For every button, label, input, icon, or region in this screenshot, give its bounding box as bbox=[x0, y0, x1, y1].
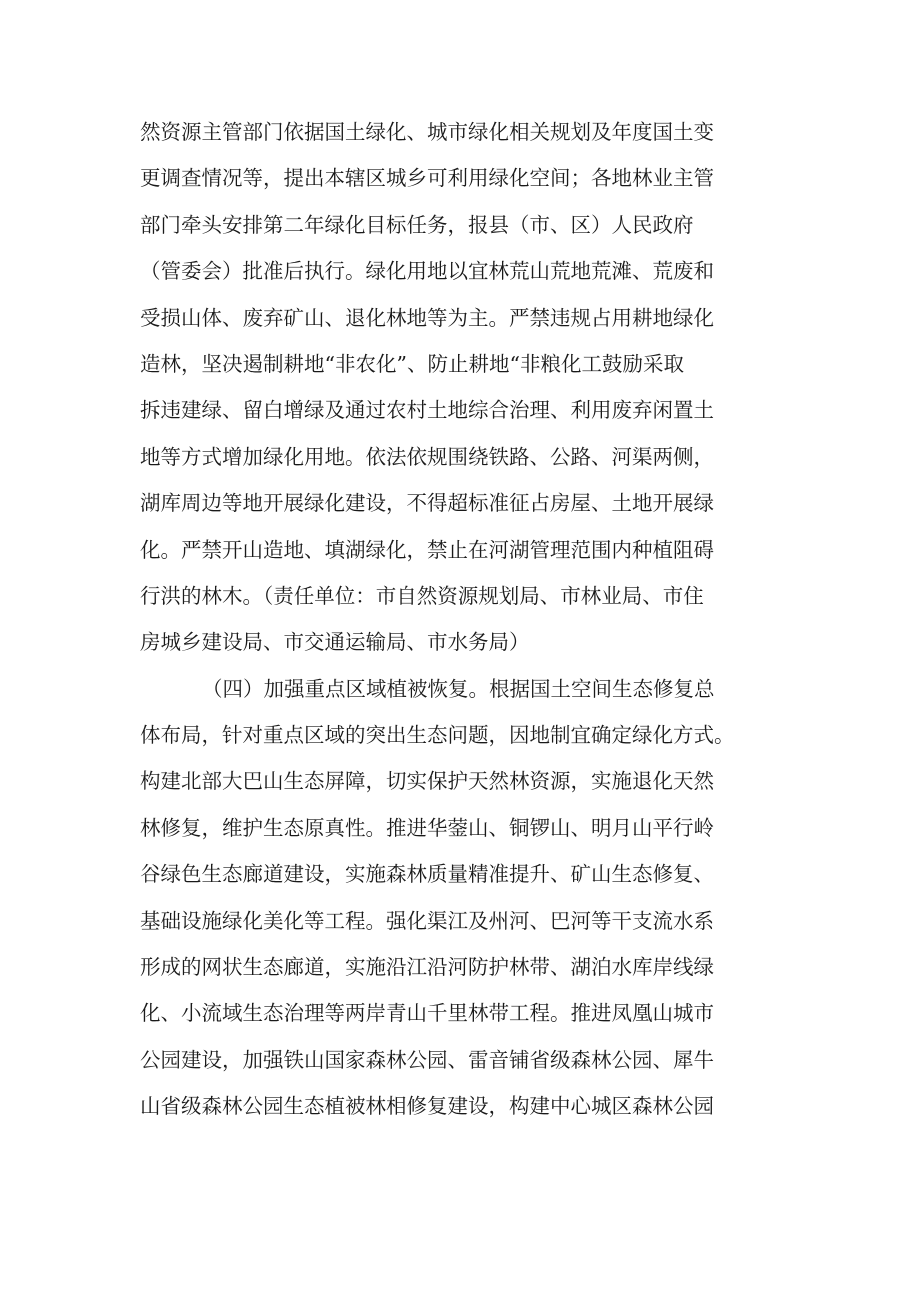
text-line: 形成的网状生态廊道，实施沿江沿河防护林带、湖泊水库岸线绿 bbox=[140, 955, 714, 980]
text-line: 基础设施绿化美化等工程。强化渠江及州河、巴河等干支流水系 bbox=[140, 908, 714, 933]
text-line: 化、小流域生态治理等两岸青山千里林带工程。推进凤凰山城市 bbox=[140, 1001, 714, 1026]
text-line: 体布局，针对重点区域的突出生态问题，因地制宜确定绿化方式。 bbox=[140, 723, 735, 748]
text-line: 构建北部大巴山生态屏障，切实保护天然林资源，实施退化天然 bbox=[140, 769, 714, 794]
text-line: 山省级森林公园生态植被林相修复建设，构建中心城区森林公园 bbox=[140, 1094, 714, 1119]
text-line: 部门牵头安排第二年绿化目标任务，报县（市、区）人民政府 bbox=[140, 212, 694, 237]
text-line: 地等方式增加绿化用地。依法依规围绕铁路、公路、河渠两侧， bbox=[140, 444, 714, 469]
text-line: （管委会）批准后执行。绿化用地以宜林荒山荒地荒滩、荒废和 bbox=[140, 259, 714, 284]
text-line: 造林，坚决遏制耕地“非农化”、防止耕地“非粮化工鼓励采取 bbox=[140, 351, 684, 376]
section-heading-line: （四）加强重点区域植被恢复。根据国土空间生态修复总 bbox=[202, 676, 715, 701]
text-line: 拆违建绿、留白增绿及通过农村土地综合治理、利用废弃闲置土 bbox=[140, 398, 714, 423]
text-line: 受损山体、废弃矿山、退化林地等为主。严禁违规占用耕地绿化 bbox=[140, 305, 714, 330]
text-line: 房城乡建设局、市交通运输局、市水务局） bbox=[140, 630, 530, 655]
text-line: 化。严禁开山造地、填湖绿化，禁止在河湖管理范围内种植阻碍 bbox=[140, 537, 714, 562]
text-line: 林修复，维护生态原真性。推进华蓥山、铜锣山、明月山平行岭 bbox=[140, 815, 714, 840]
text-line: 然资源主管部门依据国土绿化、城市绿化相关规划及年度国土变 bbox=[140, 120, 714, 144]
text-line: 湖库周边等地开展绿化建设，不得超标准征占房屋、土地开展绿 bbox=[140, 491, 714, 516]
text-line: 行洪的林木。（责任单位：市自然资源规划局、市林业局、市住 bbox=[140, 583, 704, 608]
text-line: 公园建设，加强铁山国家森林公园、雷音铺省级森林公园、犀牛 bbox=[140, 1047, 714, 1072]
body-text bbox=[140, 109, 790, 1130]
text-line: 更调查情况等，提出本辖区城乡可利用绿化空间；各地林业主管 bbox=[140, 166, 714, 191]
text-line: 谷绿色生态廊道建设，实施森林质量精准提升、矿山生态修复、 bbox=[140, 862, 714, 887]
